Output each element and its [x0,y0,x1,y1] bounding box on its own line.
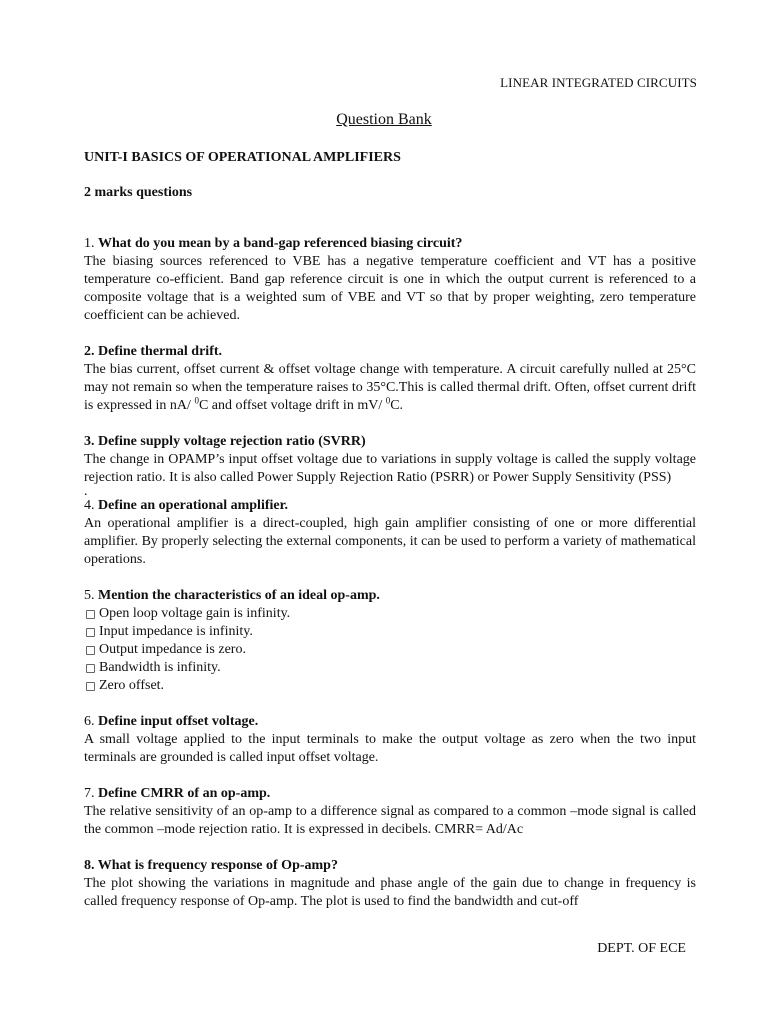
marks-heading: 2 marks questions [84,185,193,200]
answer-7: The relative sensitivity of an op-amp to a difference signal as compared to a common –mode signal is called the common –mode rejection ratio. It is expressed in decibels. CMRR= Ad/Ac [84,804,696,837]
question-text: 3. Define supply voltage rejection ratio (SVRR) [84,434,366,449]
question-6 [84,713,696,731]
list-item: Bandwidth is infinity. [84,659,696,677]
list-item: Zero offset. [84,677,696,695]
footer-dept: DEPT. OF ECE [597,941,686,956]
stray-dot: . [84,484,88,499]
question-7 [84,785,696,803]
answer-1: The biasing sources referenced to VBE has a negative temperature coefficient and VT has a positive temperature co-efficient. Band gap reference circuit is one in which the output current is referenced to a composite voltage that is a weighted sum of VBE and VT so that by proper weighting, zero temperature coefficient can be achieved. [84,254,696,323]
checkbox-icon [86,610,95,619]
question-number: 1. [84,236,98,251]
answer-3: The change in OPAMP’s input offset voltage due to variations in supply voltage is called the supply voltage rejection ratio. It is also called Power Supply Rejection Ratio (PSRR) or Power Supply Sensitivity (PSS) [84,452,696,485]
answer-4: An operational amplifier is a direct-coupled, high gain amplifier consisting of one or more differential amplifier. By properly selecting the external components, it can be used to perform a variety of mathematical operations. [84,516,696,567]
answer-8: The plot showing the variations in magnitude and phase angle of the gain due to change in frequency is called frequency response of Op-amp. The plot is used to find the bandwidth and cut-off [84,876,696,909]
question-4 [84,497,696,515]
list-item: Input impedance is infinity. [84,623,696,641]
question-number: 6. [84,714,98,729]
question-number: 5. [84,588,98,603]
question-number: 7. [84,786,98,801]
question-number: 4. [84,498,98,513]
question-text: 2. Define thermal drift. [84,344,223,359]
unit-heading: UNIT-I BASICS OF OPERATIONAL AMPLIFIERS [84,150,401,165]
question-1 [84,235,696,253]
question-3 [84,433,696,451]
question-text: Define an operational amplifier. [98,498,289,513]
question-text: Mention the characteristics of an ideal op-amp. [98,588,380,603]
checkbox-icon [86,646,95,655]
question-text: 8. What is frequency response of Op-amp? [84,858,338,873]
checkbox-icon [86,664,95,673]
checkbox-icon [86,682,95,691]
question-5 [84,587,696,605]
question-8 [84,857,696,875]
answer-6: A small voltage applied to the input terminals to make the output voltage as zero when the two input terminals are grounded is called input offset voltage. [84,732,696,765]
page-title: Question Bank [336,111,432,128]
question-text: What do you mean by a band-gap referenced biasing circuit? [98,236,463,251]
question-2 [84,343,696,361]
header-subject: LINEAR INTEGRATED CIRCUITS [500,75,697,90]
question-text: Define input offset voltage. [98,714,259,729]
question-text: Define CMRR of an op-amp. [98,786,271,801]
question-list [84,235,696,911]
checkbox-icon [86,628,95,637]
list-item: Open loop voltage gain is infinity. [84,605,696,623]
answer-2: The bias current, offset current & offset voltage change with temperature. A circuit carefully nulled at 25°C may not remain so when the temperature raises to 35°C.This is called thermal drift. Often, offset current drift is expressed in nA/ $^0$C and offset voltage drift in mV/ $^0$C. [84,362,696,413]
list-item: Output impedance is zero. [84,641,696,659]
